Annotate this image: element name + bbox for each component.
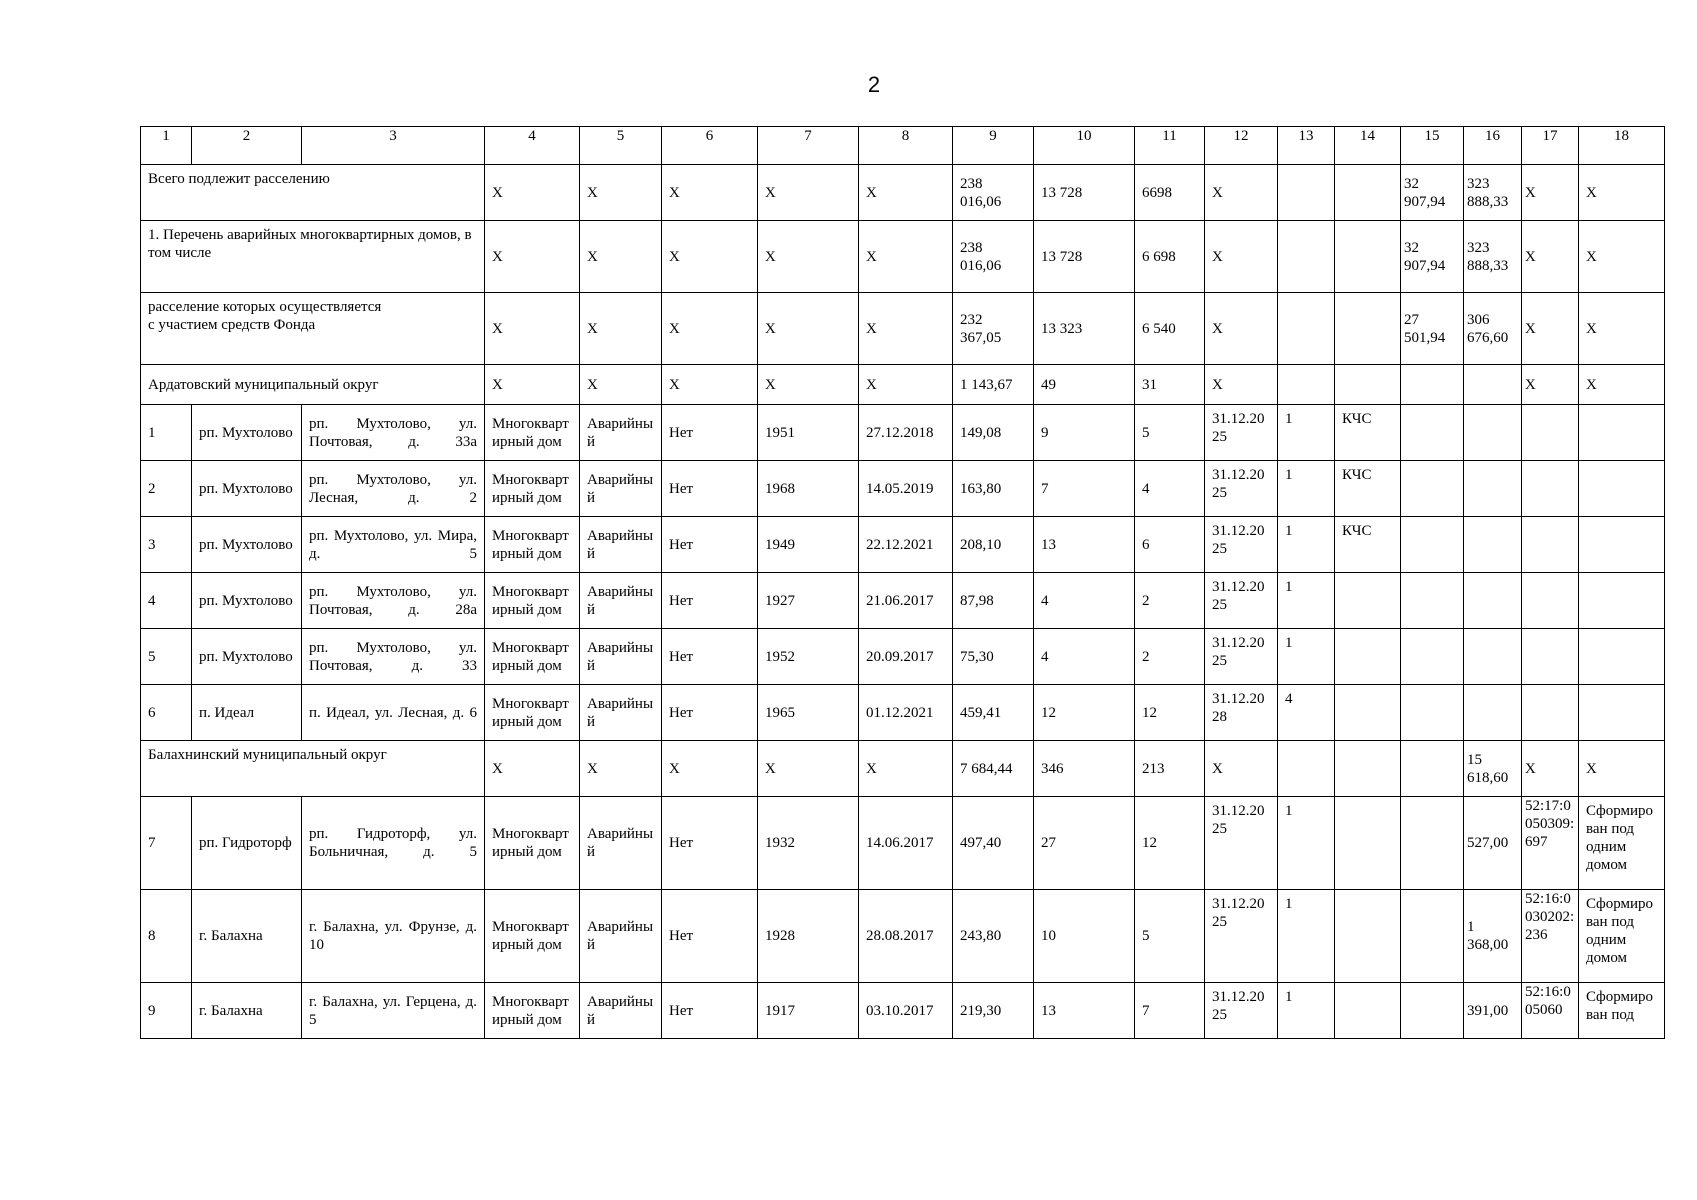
district-ardatov-row-c18: X [1579, 365, 1665, 405]
fund-row-c6: X [662, 293, 758, 365]
is-cultural-heritage: Нет [662, 685, 758, 741]
district-ardatov-row-label: Ардатовский муниципальный округ [141, 365, 485, 405]
build-year: 1965 [758, 685, 859, 741]
house-status: Аварийный [580, 685, 662, 741]
fund-row-c12: X [1205, 293, 1278, 365]
district-balakhna-row [141, 741, 1665, 797]
page-number: 2 [867, 72, 881, 97]
fund-row-c10: 13 323 [1034, 293, 1135, 365]
column-13: 1 [1278, 517, 1335, 573]
total-row-c14 [1335, 165, 1401, 221]
district-ardatov-row-c11: 31 [1135, 365, 1205, 405]
column-13: 1 [1278, 405, 1335, 461]
fund-row-c14 [1335, 293, 1401, 365]
residents-count: 27 [1034, 797, 1135, 890]
emergency-list-row-c11: 6 698 [1135, 221, 1205, 293]
district-ardatov-row-c13 [1278, 365, 1335, 405]
column-number: 6 [662, 127, 758, 165]
column-number: 10 [1034, 127, 1135, 165]
column-number: 3 [302, 127, 485, 165]
apartments-count: 5 [1135, 405, 1205, 461]
district-ardatov-row-c6: X [662, 365, 758, 405]
address: рп. Мухтолово, ул. Мира, д. 5 [302, 517, 485, 573]
column-number: 5 [580, 127, 662, 165]
cadastral-number: 52:17:0050309:697 [1522, 797, 1579, 890]
district-balakhna-row-c13 [1278, 741, 1335, 797]
cadastral-number [1522, 629, 1579, 685]
is-cultural-heritage: Нет [662, 461, 758, 517]
district-ardatov-row-c16 [1464, 365, 1522, 405]
emergency-list-row-c16: 323 888,33 [1464, 221, 1522, 293]
fund-row-c16: 306 676,60 [1464, 293, 1522, 365]
build-year: 1932 [758, 797, 859, 890]
house-type: Многоквартирный дом [485, 573, 580, 629]
row-number: 8 [141, 890, 192, 983]
row-number: 1 [141, 405, 192, 461]
column-number: 13 [1278, 127, 1335, 165]
column-number: 8 [859, 127, 953, 165]
total-row-c13 [1278, 165, 1335, 221]
house-type: Многоквартирный дом [485, 983, 580, 1039]
land-note [1579, 573, 1665, 629]
is-cultural-heritage: Нет [662, 797, 758, 890]
fund-row-c5: X [580, 293, 662, 365]
planned-date: 31.12.2025 [1205, 461, 1278, 517]
house-row [141, 629, 1665, 685]
is-cultural-heritage: Нет [662, 517, 758, 573]
row-number: 9 [141, 983, 192, 1039]
column-number: 18 [1579, 127, 1665, 165]
apartments-count: 2 [1135, 629, 1205, 685]
recognition-date: 21.06.2017 [859, 573, 953, 629]
settlement: рп. Мухтолово [192, 405, 302, 461]
recognition-date: 20.09.2017 [859, 629, 953, 685]
district-ardatov-row-c14 [1335, 365, 1401, 405]
house-type: Многоквартирный дом [485, 890, 580, 983]
land-area [1464, 629, 1522, 685]
recognition-date: 28.08.2017 [859, 890, 953, 983]
district-ardatov-row-c7: X [758, 365, 859, 405]
emergency-list-row-c8: X [859, 221, 953, 293]
settlement: рп. Гидроторф [192, 797, 302, 890]
column-13: 1 [1278, 797, 1335, 890]
total-row-c10: 13 728 [1034, 165, 1135, 221]
row-number: 6 [141, 685, 192, 741]
column-number-row [141, 127, 1665, 165]
planned-date: 31.12.2025 [1205, 983, 1278, 1039]
total-row-c17: X [1522, 165, 1579, 221]
district-ardatov-row-c15 [1401, 365, 1464, 405]
land-note: Сформирован под одним домом [1579, 797, 1665, 890]
column-15 [1401, 629, 1464, 685]
cadastral-number [1522, 685, 1579, 741]
house-row [141, 573, 1665, 629]
column-15 [1401, 797, 1464, 890]
house-type: Многоквартирный дом [485, 797, 580, 890]
residents-count: 13 [1034, 983, 1135, 1039]
planned-date: 31.12.2025 [1205, 797, 1278, 890]
land-note [1579, 629, 1665, 685]
residents-count: 7 [1034, 461, 1135, 517]
land-area [1464, 685, 1522, 741]
build-year: 1952 [758, 629, 859, 685]
column-14: КЧС [1335, 461, 1401, 517]
column-number: 11 [1135, 127, 1205, 165]
column-14 [1335, 890, 1401, 983]
column-13: 1 [1278, 461, 1335, 517]
settlement: рп. Мухтолово [192, 517, 302, 573]
cadastral-number: 52:16:005060 [1522, 983, 1579, 1039]
address: г. Балахна, ул. Фрунзе, д. 10 [302, 890, 485, 983]
land-area: 391,00 [1464, 983, 1522, 1039]
is-cultural-heritage: Нет [662, 890, 758, 983]
cadastral-number: 52:16:0030202:236 [1522, 890, 1579, 983]
total-row-c4: X [485, 165, 580, 221]
house-row [141, 685, 1665, 741]
build-year: 1949 [758, 517, 859, 573]
residents-count: 4 [1034, 629, 1135, 685]
apartments-count: 4 [1135, 461, 1205, 517]
planned-date: 31.12.2025 [1205, 629, 1278, 685]
emergency-list-row-c13 [1278, 221, 1335, 293]
is-cultural-heritage: Нет [662, 405, 758, 461]
house-status: Аварийный [580, 517, 662, 573]
column-number: 9 [953, 127, 1034, 165]
row-number: 4 [141, 573, 192, 629]
district-ardatov-row-c10: 49 [1034, 365, 1135, 405]
district-balakhna-row-c6: X [662, 741, 758, 797]
build-year: 1927 [758, 573, 859, 629]
house-status: Аварийный [580, 983, 662, 1039]
land-note: Сформирован под одним домом [1579, 890, 1665, 983]
residents-count: 12 [1034, 685, 1135, 741]
total-area: 87,98 [953, 573, 1034, 629]
district-balakhna-row-c11: 213 [1135, 741, 1205, 797]
total-row-c5: X [580, 165, 662, 221]
column-14 [1335, 685, 1401, 741]
row-number: 2 [141, 461, 192, 517]
district-ardatov-row [141, 365, 1665, 405]
house-row [141, 461, 1665, 517]
total-row [141, 165, 1665, 221]
total-row-label: Всего подлежит расселению [141, 165, 485, 221]
emergency-list-row-c14 [1335, 221, 1401, 293]
row-number: 7 [141, 797, 192, 890]
build-year: 1917 [758, 983, 859, 1039]
land-area [1464, 517, 1522, 573]
fund-row [141, 293, 1665, 365]
build-year: 1951 [758, 405, 859, 461]
column-15 [1401, 685, 1464, 741]
settlement: г. Балахна [192, 983, 302, 1039]
column-14 [1335, 983, 1401, 1039]
total-area: 163,80 [953, 461, 1034, 517]
recognition-date: 14.06.2017 [859, 797, 953, 890]
residents-count: 4 [1034, 573, 1135, 629]
fund-row-c7: X [758, 293, 859, 365]
address: рп. Мухтолово, ул. Почтовая, д. 33 [302, 629, 485, 685]
column-number: 16 [1464, 127, 1522, 165]
recognition-date: 01.12.2021 [859, 685, 953, 741]
district-ardatov-row-c12: X [1205, 365, 1278, 405]
column-13: 1 [1278, 983, 1335, 1039]
district-ardatov-row-c8: X [859, 365, 953, 405]
column-15 [1401, 573, 1464, 629]
emergency-list-row-c10: 13 728 [1034, 221, 1135, 293]
settlement: рп. Мухтолово [192, 461, 302, 517]
house-status: Аварийный [580, 629, 662, 685]
column-number: 4 [485, 127, 580, 165]
total-area: 75,30 [953, 629, 1034, 685]
column-number: 15 [1401, 127, 1464, 165]
column-15 [1401, 983, 1464, 1039]
planned-date: 31.12.2025 [1205, 890, 1278, 983]
emergency-list-row-c9: 238 016,06 [953, 221, 1034, 293]
total-area: 243,80 [953, 890, 1034, 983]
total-area: 149,08 [953, 405, 1034, 461]
column-number: 2 [192, 127, 302, 165]
total-row-c15: 32 907,94 [1401, 165, 1464, 221]
emergency-list-row-label: 1. Перечень аварийных многоквартирных домов, в том числе [141, 221, 485, 293]
house-type: Многоквартирный дом [485, 461, 580, 517]
apartments-count: 2 [1135, 573, 1205, 629]
house-row [141, 890, 1665, 983]
planned-date: 31.12.2025 [1205, 517, 1278, 573]
house-row [141, 797, 1665, 890]
total-row-c12: X [1205, 165, 1278, 221]
column-15 [1401, 517, 1464, 573]
address: п. Идеал, ул. Лесная, д. 6 [302, 685, 485, 741]
total-area: 208,10 [953, 517, 1034, 573]
house-status: Аварийный [580, 890, 662, 983]
emergency-list-row-c12: X [1205, 221, 1278, 293]
is-cultural-heritage: Нет [662, 573, 758, 629]
settlement: г. Балахна [192, 890, 302, 983]
column-number: 1 [141, 127, 192, 165]
column-13: 1 [1278, 629, 1335, 685]
emergency-list-row-c4: X [485, 221, 580, 293]
settlement: рп. Мухтолово [192, 573, 302, 629]
fund-row-c9: 232 367,05 [953, 293, 1034, 365]
column-14: КЧС [1335, 405, 1401, 461]
apartments-count: 5 [1135, 890, 1205, 983]
total-row-c9: 238 016,06 [953, 165, 1034, 221]
is-cultural-heritage: Нет [662, 983, 758, 1039]
emergency-list-row-c15: 32 907,94 [1401, 221, 1464, 293]
district-balakhna-row-c7: X [758, 741, 859, 797]
settlement: рп. Мухтолово [192, 629, 302, 685]
total-row-c11: 6698 [1135, 165, 1205, 221]
recognition-date: 14.05.2019 [859, 461, 953, 517]
fund-row-c18: X [1579, 293, 1665, 365]
column-13: 1 [1278, 890, 1335, 983]
emergency-list-row-c18: X [1579, 221, 1665, 293]
house-row [141, 405, 1665, 461]
district-balakhna-row-c8: X [859, 741, 953, 797]
cadastral-number [1522, 517, 1579, 573]
house-status: Аварийный [580, 461, 662, 517]
column-number: 17 [1522, 127, 1579, 165]
planned-date: 31.12.2025 [1205, 405, 1278, 461]
house-type: Многоквартирный дом [485, 685, 580, 741]
column-15 [1401, 405, 1464, 461]
address: г. Балахна, ул. Герцена, д. 5 [302, 983, 485, 1039]
emergency-list-row-c6: X [662, 221, 758, 293]
district-ardatov-row-c4: X [485, 365, 580, 405]
fund-row-c11: 6 540 [1135, 293, 1205, 365]
column-13: 1 [1278, 573, 1335, 629]
total-area: 219,30 [953, 983, 1034, 1039]
emergency-list-row [141, 221, 1665, 293]
column-15 [1401, 461, 1464, 517]
cadastral-number [1522, 573, 1579, 629]
land-note [1579, 461, 1665, 517]
district-balakhna-row-c5: X [580, 741, 662, 797]
column-14 [1335, 797, 1401, 890]
district-ardatov-row-c9: 1 143,67 [953, 365, 1034, 405]
total-row-c8: X [859, 165, 953, 221]
recognition-date: 27.12.2018 [859, 405, 953, 461]
total-row-c18: X [1579, 165, 1665, 221]
recognition-date: 03.10.2017 [859, 983, 953, 1039]
total-row-c6: X [662, 165, 758, 221]
planned-date: 31.12.2028 [1205, 685, 1278, 741]
land-area [1464, 405, 1522, 461]
row-number: 3 [141, 517, 192, 573]
is-cultural-heritage: Нет [662, 629, 758, 685]
house-row [141, 517, 1665, 573]
apartments-count: 12 [1135, 685, 1205, 741]
build-year: 1968 [758, 461, 859, 517]
residents-count: 13 [1034, 517, 1135, 573]
fund-row-c4: X [485, 293, 580, 365]
cadastral-number [1522, 405, 1579, 461]
house-type: Многоквартирный дом [485, 405, 580, 461]
total-area: 497,40 [953, 797, 1034, 890]
district-balakhna-row-c10: 346 [1034, 741, 1135, 797]
address: рп. Гидроторф, ул. Больничная, д. 5 [302, 797, 485, 890]
district-balakhna-row-c14 [1335, 741, 1401, 797]
fund-row-c13 [1278, 293, 1335, 365]
emergency-list-row-c7: X [758, 221, 859, 293]
district-balakhna-row-c16: 15 618,60 [1464, 741, 1522, 797]
total-row-c7: X [758, 165, 859, 221]
district-ardatov-row-c5: X [580, 365, 662, 405]
column-number: 12 [1205, 127, 1278, 165]
district-balakhna-row-label: Балахнинский муниципальный округ [141, 741, 485, 797]
house-type: Многоквартирный дом [485, 517, 580, 573]
apartments-count: 7 [1135, 983, 1205, 1039]
house-status: Аварийный [580, 797, 662, 890]
district-balakhna-row-c18: X [1579, 741, 1665, 797]
fund-row-c8: X [859, 293, 953, 365]
build-year: 1928 [758, 890, 859, 983]
housing-register-table [140, 126, 1665, 1039]
apartments-count: 6 [1135, 517, 1205, 573]
land-note: Сформирован под [1579, 983, 1665, 1039]
column-15 [1401, 890, 1464, 983]
land-area [1464, 461, 1522, 517]
column-13: 4 [1278, 685, 1335, 741]
address: рп. Мухтолово, ул. Лесная, д. 2 [302, 461, 485, 517]
total-row-c16: 323 888,33 [1464, 165, 1522, 221]
cadastral-number [1522, 461, 1579, 517]
column-14 [1335, 629, 1401, 685]
residents-count: 10 [1034, 890, 1135, 983]
district-ardatov-row-c17: X [1522, 365, 1579, 405]
apartments-count: 12 [1135, 797, 1205, 890]
column-14: КЧС [1335, 517, 1401, 573]
address: рп. Мухтолово, ул. Почтовая, д. 28а [302, 573, 485, 629]
land-note [1579, 685, 1665, 741]
address: рп. Мухтолово, ул. Почтовая, д. 33а [302, 405, 485, 461]
fund-row-c17: X [1522, 293, 1579, 365]
fund-row-label: расселение которых осуществляется с участием средств Фонда [141, 293, 485, 365]
house-status: Аварийный [580, 573, 662, 629]
emergency-list-row-c17: X [1522, 221, 1579, 293]
residents-count: 9 [1034, 405, 1135, 461]
column-number: 7 [758, 127, 859, 165]
land-area: 1 368,00 [1464, 890, 1522, 983]
house-status: Аварийный [580, 405, 662, 461]
row-number: 5 [141, 629, 192, 685]
total-area: 459,41 [953, 685, 1034, 741]
district-balakhna-row-c9: 7 684,44 [953, 741, 1034, 797]
column-number: 14 [1335, 127, 1401, 165]
column-14 [1335, 573, 1401, 629]
district-balakhna-row-c15 [1401, 741, 1464, 797]
recognition-date: 22.12.2021 [859, 517, 953, 573]
planned-date: 31.12.2025 [1205, 573, 1278, 629]
land-note [1579, 517, 1665, 573]
district-balakhna-row-c4: X [485, 741, 580, 797]
district-balakhna-row-c12: X [1205, 741, 1278, 797]
fund-row-c15: 27 501,94 [1401, 293, 1464, 365]
house-row [141, 983, 1665, 1039]
land-area [1464, 573, 1522, 629]
land-area: 527,00 [1464, 797, 1522, 890]
emergency-list-row-c5: X [580, 221, 662, 293]
house-type: Многоквартирный дом [485, 629, 580, 685]
district-balakhna-row-c17: X [1522, 741, 1579, 797]
settlement: п. Идеал [192, 685, 302, 741]
land-note [1579, 405, 1665, 461]
